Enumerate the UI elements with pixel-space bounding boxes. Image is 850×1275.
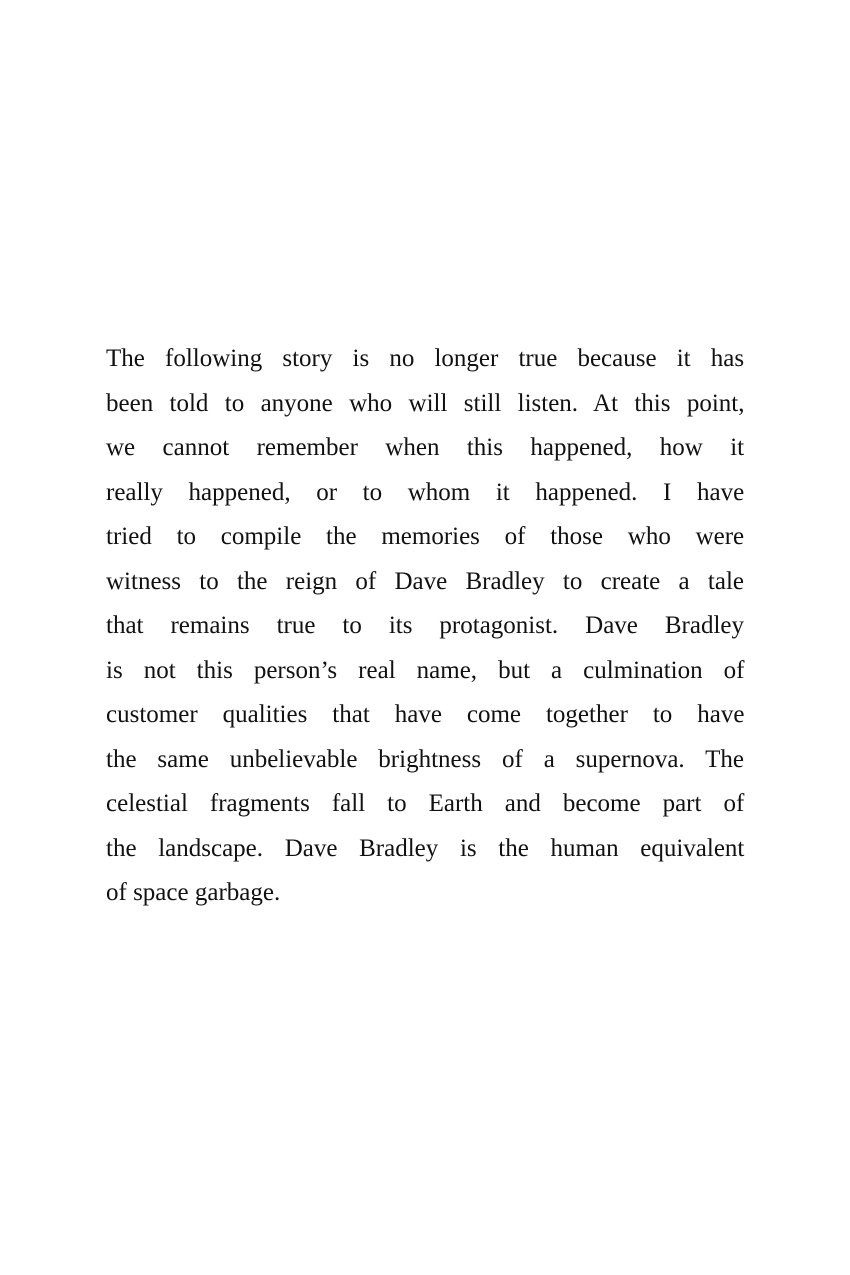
paragraph-line: witness to the reign of Dave Bradley to create a tale [106, 567, 744, 595]
paragraph-line: is not this person’s real name, but a culmination of [106, 656, 745, 684]
paragraph-line: really happened, or to whom it happened. I have [106, 478, 745, 506]
paragraph-line: celestial fragments fall to Earth and become part of [106, 790, 745, 817]
body-paragraph [106, 337, 744, 916]
paragraph-line: the same unbelievable brightness of a supernova. The [106, 745, 744, 773]
paragraph-line: that remains true to its protagonist. Dave Bradley [106, 612, 744, 639]
paragraph-line: we cannot remember when this happened, how it [106, 434, 745, 461]
paragraph-line: customer qualities that have come together to have [106, 701, 745, 728]
paragraph-line: been told to anyone who will still listen. At this point, [106, 389, 745, 417]
paragraph-line: The following story is no longer true because it has [106, 345, 745, 372]
paragraph-line: tried to compile the memories of those who were [106, 523, 745, 550]
paragraph-line: of space garbage. [106, 879, 281, 906]
paragraph-line: the landscape. Dave Bradley is the human equivalent [106, 834, 745, 862]
